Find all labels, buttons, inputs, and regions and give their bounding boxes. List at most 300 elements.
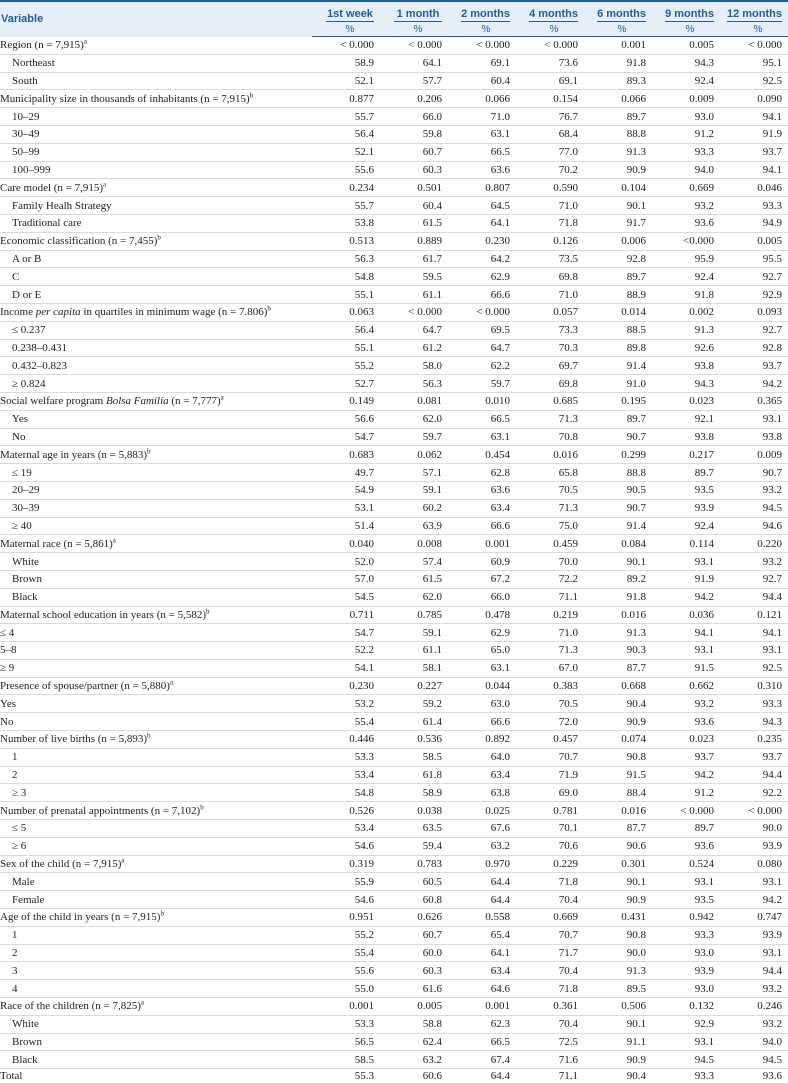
table-cell: 75.0 — [516, 517, 584, 535]
row-label — [0, 784, 312, 802]
table-cell: 63.1 — [448, 659, 516, 677]
footnote-marker: b — [160, 909, 164, 918]
table-cell: 90.1 — [584, 553, 652, 571]
table-cell: 54.9 — [312, 481, 380, 499]
table-cell: 70.5 — [516, 481, 584, 499]
row-label-text: Brown — [12, 573, 42, 586]
table-cell: 0.001 — [312, 998, 380, 1016]
table-cell: 88.8 — [584, 125, 652, 143]
table-row-variable — [0, 392, 788, 410]
table-cell: 90.1 — [584, 197, 652, 215]
table-row-variable — [0, 232, 788, 250]
table-cell: 88.4 — [584, 784, 652, 802]
footnote-marker: a — [220, 393, 224, 402]
table-cell: 92.8 — [584, 250, 652, 268]
row-label — [0, 766, 312, 784]
table-cell: 93.5 — [652, 481, 720, 499]
table-cell: 92.4 — [652, 517, 720, 535]
row-label — [0, 962, 312, 980]
table-cell: 89.8 — [584, 339, 652, 357]
row-label — [0, 72, 312, 90]
table-cell: 60.3 — [380, 962, 448, 980]
table-cell: 65.8 — [516, 464, 584, 482]
table-row-category — [0, 321, 788, 339]
table-cell: 0.006 — [584, 232, 652, 250]
table-cell: 0.685 — [516, 392, 584, 410]
table-row-category — [0, 464, 788, 482]
table-cell: 93.2 — [652, 197, 720, 215]
row-label-text: Maternal school education in years (n = 5,582) — [0, 608, 206, 621]
table-cell: 0.217 — [652, 446, 720, 464]
table-cell: 91.3 — [584, 962, 652, 980]
row-label — [0, 837, 312, 855]
table-cell: 0.301 — [584, 855, 652, 873]
total-cell: 93.3 — [694, 1070, 714, 1083]
table-cell: 0.062 — [380, 446, 448, 464]
table-row-category — [0, 588, 788, 606]
table-cell: 93.2 — [652, 695, 720, 713]
table-row-category — [0, 748, 788, 766]
row-label — [0, 1015, 312, 1033]
table-cell: 89.5 — [584, 980, 652, 998]
table-cell: 0.454 — [448, 446, 516, 464]
table-cell: 0.023 — [652, 731, 720, 749]
table-cell: 52.0 — [312, 553, 380, 571]
table-cell: 91.4 — [584, 357, 652, 375]
table-row-variable — [0, 179, 788, 197]
table-cell: 0.008 — [380, 535, 448, 553]
table-cell: 0.066 — [584, 90, 652, 108]
table-cell: 64.6 — [448, 980, 516, 998]
table-cell: 0.040 — [312, 535, 380, 553]
row-label — [0, 303, 312, 321]
table-cell: 0.121 — [720, 606, 788, 624]
table-cell: 0.683 — [312, 446, 380, 464]
table-row-category — [0, 54, 788, 72]
table-cell: 91.8 — [584, 588, 652, 606]
table-cell: 0.057 — [516, 303, 584, 321]
table-cell: 92.2 — [720, 784, 788, 802]
row-label — [0, 125, 312, 143]
table-cell: 61.6 — [380, 980, 448, 998]
row-label-text: Maternal race (n = 5,861) — [0, 537, 113, 550]
row-label-text: ≥ 6 — [12, 840, 27, 853]
table-cell: 93.8 — [652, 428, 720, 446]
row-label — [0, 642, 312, 660]
row-label-text: Municipality size in thousands of inhabitants (n = 7,915) — [0, 92, 250, 105]
table-cell: 66.0 — [380, 108, 448, 126]
table-cell: 90.8 — [584, 926, 652, 944]
table-cell: 56.4 — [312, 321, 380, 339]
table-cell: 71.6 — [516, 1051, 584, 1069]
table-cell: 64.1 — [448, 944, 516, 962]
table-cell: 54.6 — [312, 837, 380, 855]
table-cell: 54.6 — [312, 891, 380, 909]
table-cell: 93.9 — [720, 837, 788, 855]
table-cell: 0.093 — [720, 303, 788, 321]
unit-header — [380, 22, 448, 37]
row-label-text: 0.238–0.431 — [12, 341, 67, 354]
table-row-category — [0, 784, 788, 802]
table-cell: 93.2 — [720, 553, 788, 571]
unit-label: % — [345, 23, 355, 35]
table-cell: 0.319 — [312, 855, 380, 873]
total-cell: 93.6 — [762, 1070, 782, 1083]
total-cell: 90.4 — [626, 1070, 646, 1083]
table-cell: 71.8 — [516, 980, 584, 998]
footnote-marker: b — [200, 803, 204, 811]
table-cell: 93.3 — [720, 197, 788, 215]
table-cell: 71.8 — [516, 873, 584, 891]
total-cell: 55.3 — [354, 1070, 374, 1083]
footnote-marker: a — [169, 678, 174, 687]
table-cell: 63.2 — [380, 1051, 448, 1069]
footnote-marker: b — [147, 731, 151, 740]
row-label — [0, 624, 312, 642]
table-cell: 73.3 — [516, 321, 584, 339]
table-cell: 0.785 — [380, 606, 448, 624]
table-cell: 54.8 — [312, 784, 380, 802]
table-cell: 52.1 — [312, 72, 380, 90]
table-row-variable — [0, 713, 788, 731]
row-label-text: 2 — [12, 947, 18, 960]
table-cell: 65.0 — [448, 642, 516, 660]
table-cell: 90.9 — [584, 1051, 652, 1069]
table-cell: 0.446 — [312, 731, 380, 749]
table-row-category — [0, 820, 788, 838]
table-cell: 70.3 — [516, 339, 584, 357]
table-cell: 64.5 — [448, 197, 516, 215]
table-cell: 0.310 — [720, 677, 788, 695]
row-label-text: (n = 7,777) — [168, 395, 221, 408]
table-cell: 0.001 — [448, 535, 516, 553]
row-label — [0, 588, 312, 606]
table-cell: 60.8 — [380, 891, 448, 909]
row-label-text: Traditional care — [12, 217, 82, 230]
footnote-marker: b — [157, 233, 161, 242]
table-cell: 93.1 — [652, 642, 720, 660]
column-header — [584, 1, 652, 22]
row-label — [0, 54, 312, 72]
table-row-category — [0, 1033, 788, 1051]
table-cell: 93.1 — [720, 410, 788, 428]
table-cell: 66.6 — [448, 517, 516, 535]
table-cell: 90.7 — [584, 499, 652, 517]
row-label-text: Economic classification (n = 7,455) — [0, 235, 158, 248]
table-row-variable — [0, 802, 788, 820]
row-label — [0, 535, 312, 553]
row-label — [0, 392, 312, 410]
table-row-category — [0, 873, 788, 891]
table-cell: 55.1 — [312, 339, 380, 357]
table-cell: 0.149 — [312, 392, 380, 410]
row-label — [0, 748, 312, 766]
table-cell: 0.001 — [584, 37, 652, 55]
row-label-text: C — [12, 270, 20, 283]
table-cell: 0.524 — [652, 855, 720, 873]
table-cell: 57.7 — [380, 72, 448, 90]
table-cell: 0.246 — [720, 998, 788, 1016]
table-cell: 63.4 — [448, 962, 516, 980]
table-cell: 88.9 — [584, 286, 652, 304]
table-cell: 88.5 — [584, 321, 652, 339]
table-cell: 94.4 — [720, 962, 788, 980]
table-cell: 93.9 — [720, 926, 788, 944]
table-cell: 64.7 — [380, 321, 448, 339]
table-cell: 89.7 — [652, 820, 720, 838]
table-cell: 0.513 — [312, 232, 380, 250]
table-row-variable — [0, 642, 788, 660]
row-label-text: South — [12, 74, 38, 87]
row-label-text: Black — [12, 1053, 38, 1066]
table-cell: 93.8 — [652, 357, 720, 375]
row-label-text: 1 — [12, 929, 18, 942]
table-cell: 89.7 — [584, 410, 652, 428]
row-label — [0, 980, 312, 998]
table-row-category — [0, 410, 788, 428]
row-label — [0, 375, 312, 393]
column-header — [652, 1, 720, 22]
table-cell: 93.5 — [652, 891, 720, 909]
table-cell: 56.4 — [312, 125, 380, 143]
column-header-label: 12 months — [726, 8, 782, 20]
row-label — [0, 446, 312, 464]
table-cell: 53.3 — [312, 1015, 380, 1033]
table-cell: 69.0 — [516, 784, 584, 802]
table-cell: 70.4 — [516, 962, 584, 980]
footnote-marker: a — [112, 536, 116, 545]
row-label — [0, 37, 312, 55]
table-row-category — [0, 1015, 788, 1033]
table-cell: 67.6 — [448, 820, 516, 838]
table-cell: 91.8 — [652, 286, 720, 304]
table-cell: 59.8 — [380, 125, 448, 143]
table-row-category — [0, 837, 788, 855]
header-row — [0, 1, 788, 22]
table-cell: 57.1 — [380, 464, 448, 482]
row-label — [0, 268, 312, 286]
table-cell: 58.9 — [380, 784, 448, 802]
row-label-text: A or B — [12, 252, 42, 265]
table-row-category — [0, 161, 788, 179]
table-cell: 0.227 — [380, 677, 448, 695]
table-cell: 61.1 — [380, 286, 448, 304]
table-cell: 91.8 — [584, 54, 652, 72]
table-cell: 70.0 — [516, 553, 584, 571]
table-cell: < 0.000 — [516, 37, 584, 55]
table-cell: 0.081 — [380, 392, 448, 410]
row-label — [0, 481, 312, 499]
table-cell: 93.7 — [720, 748, 788, 766]
total-cell: 64.4 — [490, 1070, 510, 1083]
row-label-text: Female — [12, 893, 45, 906]
table-cell: 63.4 — [448, 499, 516, 517]
table-cell: 94.5 — [720, 1051, 788, 1069]
table-cell: 0.234 — [312, 179, 380, 197]
unit-header — [312, 22, 380, 37]
table-cell: 68.4 — [516, 125, 584, 143]
table-cell: 0.080 — [720, 855, 788, 873]
table-cell: 94.0 — [720, 1033, 788, 1051]
table-header — [0, 1, 788, 37]
table-cell: 73.6 — [516, 54, 584, 72]
table-cell: 62.8 — [448, 464, 516, 482]
table-cell: 92.6 — [652, 339, 720, 357]
row-label — [0, 713, 312, 731]
table-cell: 90.9 — [584, 713, 652, 731]
table-cell: 54.7 — [312, 428, 380, 446]
table-cell: 0.783 — [380, 855, 448, 873]
table-row-variable — [0, 695, 788, 713]
table-cell: 55.4 — [312, 713, 380, 731]
table-cell: 66.6 — [448, 713, 516, 731]
table-cell: 92.1 — [652, 410, 720, 428]
table-cell: 71.0 — [516, 286, 584, 304]
table-cell: 60.9 — [448, 553, 516, 571]
table-cell: 0.431 — [584, 909, 652, 927]
table-cell: 0.036 — [652, 606, 720, 624]
table-cell: 90.7 — [720, 464, 788, 482]
row-label-text: 10–29 — [12, 110, 40, 123]
table-cell: 0.478 — [448, 606, 516, 624]
table-cell: 89.7 — [584, 268, 652, 286]
table-cell: 49.7 — [312, 464, 380, 482]
table-cell: < 0.000 — [380, 37, 448, 55]
row-label-text: Age of the child in years (n = 7,915) — [0, 911, 161, 924]
table-cell: 0.626 — [380, 909, 448, 927]
table-cell: 0.781 — [516, 802, 584, 820]
table-cell: 94.1 — [720, 161, 788, 179]
table-cell: 73.5 — [516, 250, 584, 268]
table-cell: 70.4 — [516, 1015, 584, 1033]
table-cell: 70.7 — [516, 926, 584, 944]
row-label — [0, 428, 312, 446]
row-label-text: Sex of the child (n = 7,915) — [0, 858, 122, 871]
table-cell: 94.3 — [652, 375, 720, 393]
table-row-variable — [0, 535, 788, 553]
table-cell: 90.0 — [720, 820, 788, 838]
table-cell: 93.7 — [720, 143, 788, 161]
table-cell: 56.3 — [312, 250, 380, 268]
row-label-text: 2 — [12, 769, 18, 782]
table-cell: 93.1 — [652, 873, 720, 891]
table-cell: 52.1 — [312, 143, 380, 161]
table-cell: 55.0 — [312, 980, 380, 998]
footnote-marker: b — [267, 304, 271, 313]
table-cell: 72.2 — [516, 570, 584, 588]
table-cell: 90.1 — [584, 1015, 652, 1033]
row-label-text: 50–99 — [12, 146, 40, 159]
table-cell: 63.1 — [448, 428, 516, 446]
row-label — [0, 659, 312, 677]
table-cell: 93.7 — [720, 357, 788, 375]
row-label-italic: Bolsa Família — [105, 395, 169, 408]
row-label — [0, 357, 312, 375]
table-row-category — [0, 944, 788, 962]
table-cell: 59.7 — [448, 375, 516, 393]
table-cell: 0.063 — [312, 303, 380, 321]
table-cell: 0.066 — [448, 90, 516, 108]
row-label-text: D or E — [12, 288, 42, 301]
table-row-category — [0, 980, 788, 998]
table-cell: 0.229 — [516, 855, 584, 873]
row-label — [0, 695, 312, 713]
table-cell: 92.7 — [720, 570, 788, 588]
row-label — [0, 1033, 312, 1051]
table-cell: 93.6 — [652, 214, 720, 232]
table-cell: 62.9 — [448, 624, 516, 642]
row-label — [0, 873, 312, 891]
table-cell: 91.7 — [584, 214, 652, 232]
table-cell: 54.7 — [312, 624, 380, 642]
table-cell: 55.2 — [312, 357, 380, 375]
row-label-text: Yes — [0, 697, 17, 710]
table-cell: 55.4 — [312, 944, 380, 962]
table-cell: 60.4 — [448, 72, 516, 90]
unit-label: % — [617, 23, 627, 35]
table-cell: 0.558 — [448, 909, 516, 927]
table-cell: 59.5 — [380, 268, 448, 286]
table-cell: 61.5 — [380, 214, 448, 232]
table-cell: 76.7 — [516, 108, 584, 126]
table-cell: 90.9 — [584, 161, 652, 179]
table-cell: 58.5 — [380, 748, 448, 766]
table-row-variable — [0, 855, 788, 873]
table-cell: 58.5 — [312, 1051, 380, 1069]
row-label-text: White — [12, 555, 39, 568]
table-cell: 59.2 — [380, 695, 448, 713]
table-cell: 90.4 — [584, 695, 652, 713]
table-cell: 70.6 — [516, 837, 584, 855]
table-row-category — [0, 108, 788, 126]
table-row-category — [0, 214, 788, 232]
table-cell: 60.5 — [380, 873, 448, 891]
row-label-text: Male — [12, 875, 35, 888]
table-cell: 93.2 — [720, 481, 788, 499]
table-cell: 67.0 — [516, 659, 584, 677]
table-cell: 63.1 — [448, 125, 516, 143]
table-cell: 91.3 — [584, 143, 652, 161]
table-cell: 0.023 — [652, 392, 720, 410]
table-cell: 0.016 — [584, 802, 652, 820]
row-label-text: in quartiles in minimum wage (n = 7.806) — [80, 306, 268, 319]
table-cell: 60.0 — [380, 944, 448, 962]
row-label-text: 30–49 — [12, 128, 40, 141]
table-cell: 53.1 — [312, 499, 380, 517]
table-cell: 95.9 — [652, 250, 720, 268]
table-cell: 53.2 — [312, 695, 380, 713]
table-row-category — [0, 125, 788, 143]
table-cell: 64.0 — [448, 748, 516, 766]
footnote-marker: a — [121, 856, 125, 865]
table-row-category — [0, 72, 788, 90]
table-cell: 0.506 — [584, 998, 652, 1016]
table-cell: 92.5 — [720, 659, 788, 677]
table-cell: 66.5 — [448, 410, 516, 428]
table-cell: 56.6 — [312, 410, 380, 428]
table-cell: 92.4 — [652, 72, 720, 90]
table-cell: 0.005 — [720, 232, 788, 250]
table-cell: 90.5 — [584, 481, 652, 499]
unit-label: % — [481, 23, 491, 35]
table-cell: 0.001 — [448, 998, 516, 1016]
table-cell: 62.2 — [448, 357, 516, 375]
table-cell: 77.0 — [516, 143, 584, 161]
table-cell: 94.0 — [652, 161, 720, 179]
table-row-category — [0, 250, 788, 268]
table-cell: 93.3 — [720, 695, 788, 713]
column-header — [380, 1, 448, 22]
